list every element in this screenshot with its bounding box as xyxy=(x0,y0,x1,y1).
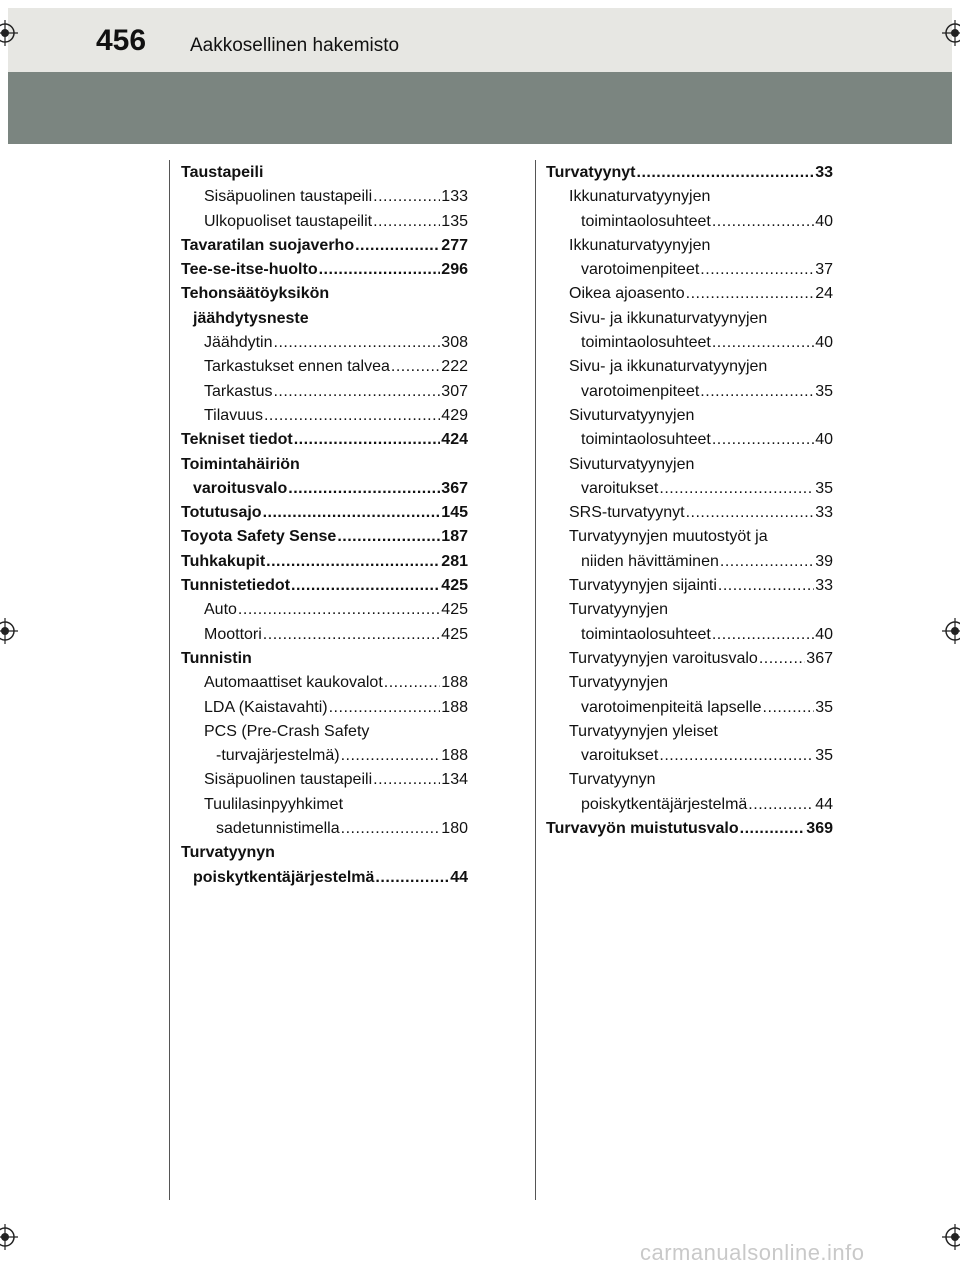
index-entry xyxy=(181,210,468,234)
index-entry-text: varotoimenpiteet xyxy=(581,382,700,400)
left-column-rule xyxy=(169,160,170,1200)
dot-leader xyxy=(355,234,440,258)
index-entry-text: poiskytkentäjärjestelmä xyxy=(193,868,375,886)
index-entry-text: Turvatyynyjen yleiset xyxy=(569,722,718,740)
registration-mark-icon xyxy=(0,1224,18,1250)
index-entry-text: varoitusvalo xyxy=(193,479,288,497)
registration-mark-icon xyxy=(942,1224,960,1250)
index-entry-text: toimintaolosuhteet xyxy=(581,334,711,352)
index-entry-text: niiden hävittäminen xyxy=(581,552,719,570)
index-entry-page: 44 xyxy=(450,868,468,886)
index-entry xyxy=(181,598,468,622)
index-entry-page: 145 xyxy=(441,504,468,522)
dot-leader xyxy=(375,866,449,890)
index-entry-text: toimintaolosuhteet xyxy=(581,431,711,449)
index-entry xyxy=(181,501,468,525)
index-entry-page: 33 xyxy=(815,577,833,595)
index-entry-text: sadetunnistimella xyxy=(216,820,340,838)
dot-leader xyxy=(266,550,440,574)
index-entry-text: Turvatyynyjen muutostyöt ja xyxy=(569,528,768,546)
index-entry-text: Sivu- ja ikkunaturvatyynyjen xyxy=(569,309,768,327)
index-entry-page: 35 xyxy=(815,479,833,497)
index-entry xyxy=(546,234,833,258)
index-entry-text: Turvatyynyjen sijainti xyxy=(569,577,717,595)
dot-leader xyxy=(384,671,441,695)
index-entry-page: 424 xyxy=(441,431,468,449)
index-entry-text: Turvatyynyjen xyxy=(569,601,668,619)
index-entry xyxy=(546,768,833,792)
dot-leader xyxy=(337,525,440,549)
index-entry-page: 277 xyxy=(441,236,468,254)
index-entry xyxy=(181,453,468,477)
index-entry xyxy=(181,793,468,817)
index-entry-text: Turvavyön muistutusvalo xyxy=(546,820,739,838)
index-entry-page: 180 xyxy=(441,820,468,838)
index-entry-text: -turvajärjestelmä) xyxy=(216,747,340,765)
dot-leader xyxy=(712,428,814,452)
index-entry xyxy=(181,258,468,282)
index-entry xyxy=(546,161,833,185)
index-entry-page: 133 xyxy=(441,188,468,206)
index-entry xyxy=(546,501,833,525)
dot-leader xyxy=(264,404,440,428)
registration-mark-icon xyxy=(0,618,18,644)
index-column-right xyxy=(546,161,833,841)
index-entry xyxy=(546,428,833,452)
dot-leader xyxy=(712,331,814,355)
index-entry-page: 35 xyxy=(815,382,833,400)
dot-leader xyxy=(763,696,815,720)
index-entry-text: Tunnistetiedot xyxy=(181,577,291,595)
index-entry-text: Ikkunaturvatyynyjen xyxy=(569,188,711,206)
index-entry xyxy=(181,525,468,549)
index-entry-page: 308 xyxy=(441,334,468,352)
index-entry-text: Turvatyynyn xyxy=(181,844,275,862)
index-entry xyxy=(546,355,833,379)
index-entry xyxy=(181,185,468,209)
index-entry-page: 135 xyxy=(441,212,468,230)
index-entry-page: 40 xyxy=(815,431,833,449)
index-entry xyxy=(181,866,468,890)
index-entry-page: 35 xyxy=(815,698,833,716)
index-entry xyxy=(181,234,468,258)
index-entry xyxy=(181,404,468,428)
index-entry-text: Turvatyynyn xyxy=(569,771,656,789)
index-entry-page: 296 xyxy=(441,261,468,279)
index-entry-text: Ikkunaturvatyynyjen xyxy=(569,236,711,254)
index-entry-text: Toimintahäiriön xyxy=(181,455,300,473)
dot-leader xyxy=(718,574,814,598)
index-entry xyxy=(181,282,468,306)
index-entry-page: 24 xyxy=(815,285,833,303)
watermark-text: carmanualsonline.info xyxy=(640,1240,865,1265)
index-entry xyxy=(181,307,468,331)
dot-leader xyxy=(294,428,441,452)
index-entry xyxy=(181,671,468,695)
index-entry-page: 367 xyxy=(806,649,833,667)
dot-leader xyxy=(700,380,814,404)
dot-leader xyxy=(263,623,441,647)
index-entry-page: 40 xyxy=(815,212,833,230)
index-entry-page: 33 xyxy=(815,164,833,181)
index-entry xyxy=(546,744,833,768)
index-entry xyxy=(546,185,833,209)
dot-leader xyxy=(319,258,441,282)
index-entry xyxy=(546,210,833,234)
index-entry-page: 134 xyxy=(441,771,468,789)
index-entry-text: Tarkastukset ennen talvea xyxy=(204,358,390,376)
index-entry xyxy=(181,841,468,865)
index-entry xyxy=(546,477,833,501)
dot-leader xyxy=(263,501,441,525)
index-entry-text: Toyota Safety Sense xyxy=(181,528,337,546)
index-entry xyxy=(546,404,833,428)
index-entry-text: Tehonsäätöyksikön xyxy=(181,285,330,303)
index-entry-text: Tavaratilan suojaverho xyxy=(181,236,355,254)
index-entry-text: Sivu- ja ikkunaturvatyynyjen xyxy=(569,358,768,376)
index-entry-page: 37 xyxy=(815,261,833,279)
index-entry-text: varotoimenpiteitä lapselle xyxy=(581,698,762,716)
index-entry-text: Sivuturvatyynyjen xyxy=(569,455,695,473)
index-entry-text: Turvatyynyjen varoitusvalo xyxy=(569,649,758,667)
index-entry-page: 39 xyxy=(815,552,833,570)
index-entry-text: Ulkopuoliset taustapeilit xyxy=(204,212,373,230)
index-entry-text: Tekniset tiedot xyxy=(181,431,293,449)
dot-leader xyxy=(740,817,806,841)
index-entry-text: varoitukset xyxy=(581,479,659,497)
dot-leader xyxy=(373,768,440,792)
index-entry-page: 429 xyxy=(441,406,468,424)
header-bar xyxy=(8,8,952,72)
index-entry-text: Sisäpuolinen taustapeili xyxy=(204,188,373,206)
index-entry-text: Taustapeili xyxy=(181,164,264,181)
index-entry xyxy=(181,696,468,720)
index-column-left xyxy=(181,161,468,890)
right-column-rule xyxy=(535,160,536,1200)
dot-leader xyxy=(391,355,440,379)
index-entry xyxy=(181,331,468,355)
index-entry-text: Turvatyynyt xyxy=(546,164,636,181)
index-entry-page: 425 xyxy=(441,577,468,595)
index-entry-page: 425 xyxy=(441,601,468,619)
dot-leader xyxy=(659,744,814,768)
index-entry xyxy=(181,355,468,379)
index-entry-text: Auto xyxy=(204,601,237,619)
dot-leader xyxy=(759,647,805,671)
dot-leader xyxy=(288,477,440,501)
index-entry-text: Jäähdytin xyxy=(204,334,273,352)
index-entry xyxy=(546,550,833,574)
index-entry xyxy=(546,258,833,282)
index-entry xyxy=(546,598,833,622)
index-entry-text: varoitukset xyxy=(581,747,659,765)
index-entry-page: 187 xyxy=(441,528,468,546)
index-entry xyxy=(181,477,468,501)
index-entry xyxy=(546,696,833,720)
index-entry-text: Tunnistin xyxy=(181,649,252,667)
dot-leader xyxy=(341,744,441,768)
index-entry-text: jäähdytysneste xyxy=(193,309,309,327)
registration-mark-icon xyxy=(942,618,960,644)
index-entry-text: Turvatyynyjen xyxy=(569,674,668,692)
index-entry-page: 307 xyxy=(441,382,468,400)
index-entry xyxy=(546,307,833,331)
dot-leader xyxy=(329,696,441,720)
index-entry xyxy=(181,161,468,185)
index-entry-page: 40 xyxy=(815,334,833,352)
dot-leader xyxy=(712,210,814,234)
index-entry-text: Tarkastus xyxy=(204,382,273,400)
index-entry xyxy=(181,768,468,792)
index-entry-text: Tuulilasinpyyhkimet xyxy=(204,795,344,813)
dot-leader xyxy=(238,598,440,622)
index-entry xyxy=(546,720,833,744)
index-entry-text: Sivuturvatyynyjen xyxy=(569,406,695,424)
index-entry-text: Oikea ajoasento xyxy=(569,285,685,303)
index-entry-text: Sisäpuolinen taustapeili xyxy=(204,771,373,789)
index-entry-text: Automaattiset kaukovalot xyxy=(204,674,383,692)
registration-mark-icon xyxy=(0,20,18,46)
index-entry xyxy=(181,550,468,574)
index-entry-text: toimintaolosuhteet xyxy=(581,625,711,643)
index-entry xyxy=(181,817,468,841)
dot-leader xyxy=(700,258,814,282)
index-entry-text: LDA (Kaistavahti) xyxy=(204,698,328,716)
index-entry-page: 369 xyxy=(806,820,833,838)
index-entry-text: varotoimenpiteet xyxy=(581,261,700,279)
index-entry xyxy=(181,380,468,404)
page-number: 456 xyxy=(96,24,147,57)
index-entry-text: Totutusajo xyxy=(181,504,262,522)
dot-leader xyxy=(686,282,815,306)
index-entry xyxy=(546,623,833,647)
index-entry xyxy=(181,720,468,744)
index-entry-page: 367 xyxy=(441,479,468,497)
index-entry xyxy=(546,282,833,306)
index-entry-text: PCS (Pre-Crash Safety xyxy=(204,722,370,740)
index-entry-page: 44 xyxy=(815,795,833,813)
section-title: Aakkosellinen hakemisto xyxy=(190,35,400,56)
dot-leader xyxy=(637,161,815,185)
index-entry xyxy=(181,744,468,768)
dot-leader xyxy=(373,185,440,209)
index-entry-page: 188 xyxy=(441,674,468,692)
index-entry-page: 33 xyxy=(815,504,833,522)
dot-leader xyxy=(291,574,440,598)
dot-leader xyxy=(748,793,814,817)
index-entry xyxy=(546,380,833,404)
dot-leader xyxy=(686,501,815,525)
dot-leader xyxy=(659,477,814,501)
index-entry-text: Moottori xyxy=(204,625,262,643)
index-entry-page: 40 xyxy=(815,625,833,643)
index-entry xyxy=(181,574,468,598)
index-entry xyxy=(181,428,468,452)
registration-mark-icon xyxy=(942,20,960,46)
index-entry xyxy=(181,623,468,647)
dot-leader xyxy=(720,550,814,574)
dot-leader xyxy=(341,817,441,841)
dot-leader xyxy=(373,210,440,234)
header-band xyxy=(8,72,952,144)
index-entry-text: Tuhkakupit xyxy=(181,552,266,570)
dot-leader xyxy=(274,331,441,355)
index-entry-page: 222 xyxy=(441,358,468,376)
index-entry-text: toimintaolosuhteet xyxy=(581,212,711,230)
index-entry xyxy=(546,647,833,671)
dot-leader xyxy=(273,380,440,404)
index-entry xyxy=(546,453,833,477)
index-entry-page: 281 xyxy=(441,552,468,570)
index-entry-page: 35 xyxy=(815,747,833,765)
dot-leader xyxy=(712,623,814,647)
index-entry xyxy=(546,525,833,549)
index-entry-text: Tilavuus xyxy=(204,406,263,424)
index-entry-text: Tee-se-itse-huolto xyxy=(181,261,318,279)
index-entry xyxy=(546,817,833,841)
index-entry xyxy=(181,647,468,671)
index-entry xyxy=(546,671,833,695)
index-entry xyxy=(546,793,833,817)
index-entry-page: 188 xyxy=(441,747,468,765)
index-entry xyxy=(546,574,833,598)
index-entry-text: SRS-turvatyynyt xyxy=(569,504,685,522)
index-entry-page: 188 xyxy=(441,698,468,716)
index-entry-page: 425 xyxy=(441,625,468,643)
index-entry-text: poiskytkentäjärjestelmä xyxy=(581,795,748,813)
index-entry xyxy=(546,331,833,355)
